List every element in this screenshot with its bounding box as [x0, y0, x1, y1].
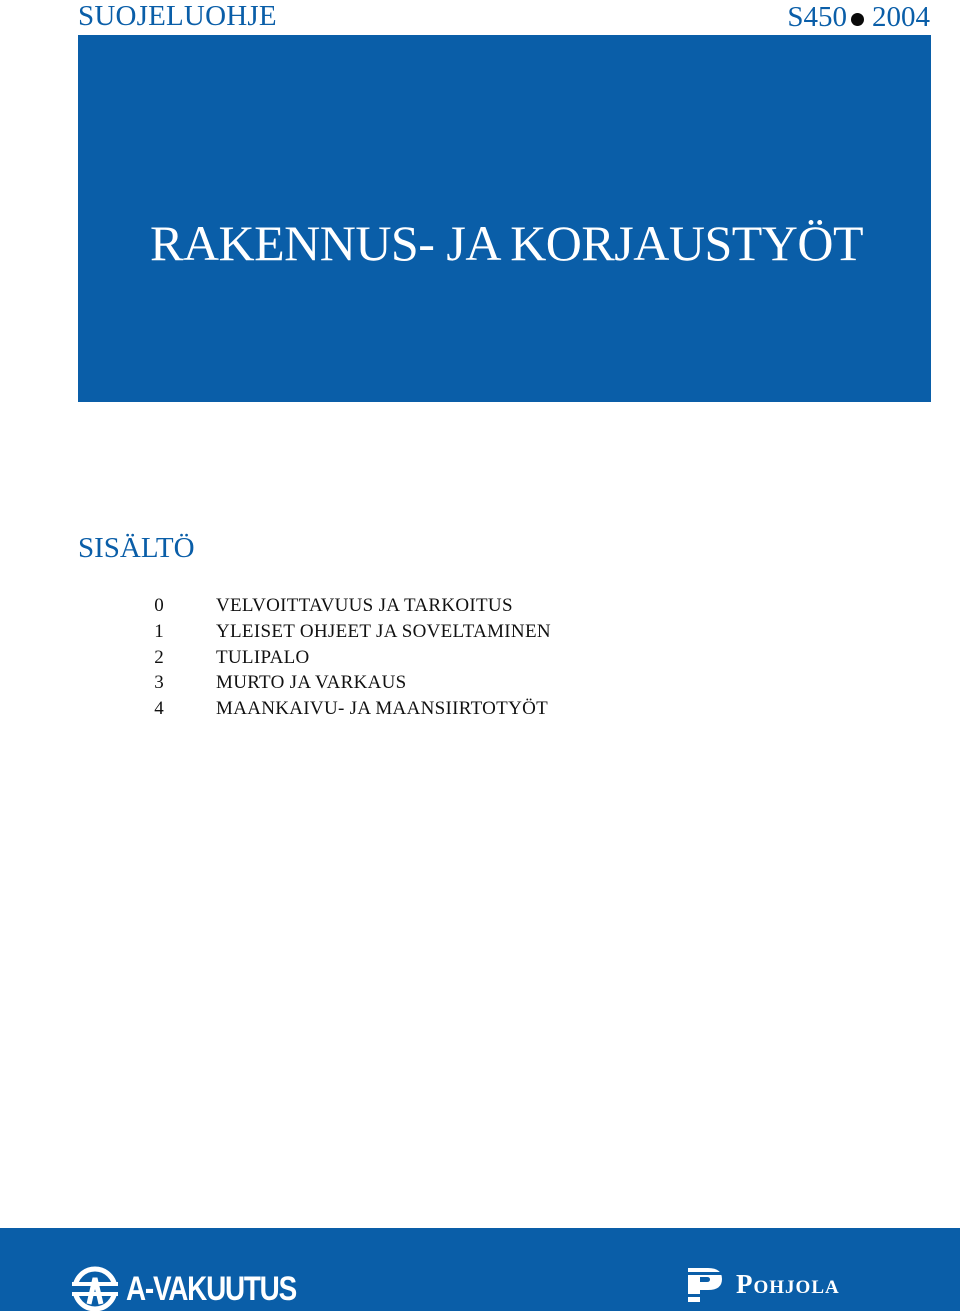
toc-item-number: 4	[154, 698, 164, 720]
toc-item	[150, 619, 551, 645]
a-vakuutus-wordmark: A-VAKUUTUS	[126, 1269, 296, 1308]
document-series-label: SUOJELUOHJE	[78, 0, 277, 32]
pohjola-p-logo-icon	[686, 1264, 724, 1304]
title-banner	[78, 35, 931, 402]
document-title: RAKENNUS- JA KORJAUSTYÖT	[150, 215, 864, 271]
toc-item-number: 1	[154, 620, 164, 642]
toc-item-label: VELVOITTAVUUS JA TARKOITUS	[216, 595, 513, 616]
document-year: 2004	[872, 1, 930, 33]
toc-item-number: 2	[154, 646, 164, 668]
toc-item-label: MURTO JA VARKAUS	[216, 672, 407, 694]
bullet-dot-icon	[851, 13, 864, 26]
pohjola-wordmark: Pohjola	[736, 1268, 840, 1299]
toc-item-label: YLEISET OHJEET JA SOVELTAMINEN	[216, 620, 551, 642]
document-code: S450	[787, 1, 847, 33]
pohjola-brand	[686, 1264, 840, 1304]
toc-item	[150, 593, 551, 619]
a-vakuutus-brand	[72, 1266, 333, 1312]
a-vakuutus-logo-icon	[72, 1266, 118, 1312]
toc-heading: SISÄLTÖ	[78, 532, 195, 564]
toc-item-label: TULIPALO	[216, 646, 310, 668]
toc-item	[150, 696, 551, 722]
toc-item-label: MAANKAIVU- JA MAANSIIRTOTYÖT	[216, 698, 549, 720]
toc-item	[150, 670, 551, 696]
footer-banner	[0, 1228, 960, 1311]
toc-item	[150, 645, 551, 671]
document-code-year	[787, 0, 930, 34]
toc-item-number: 3	[154, 672, 164, 694]
toc-item-number: 0	[154, 595, 164, 616]
toc-list	[150, 593, 551, 722]
